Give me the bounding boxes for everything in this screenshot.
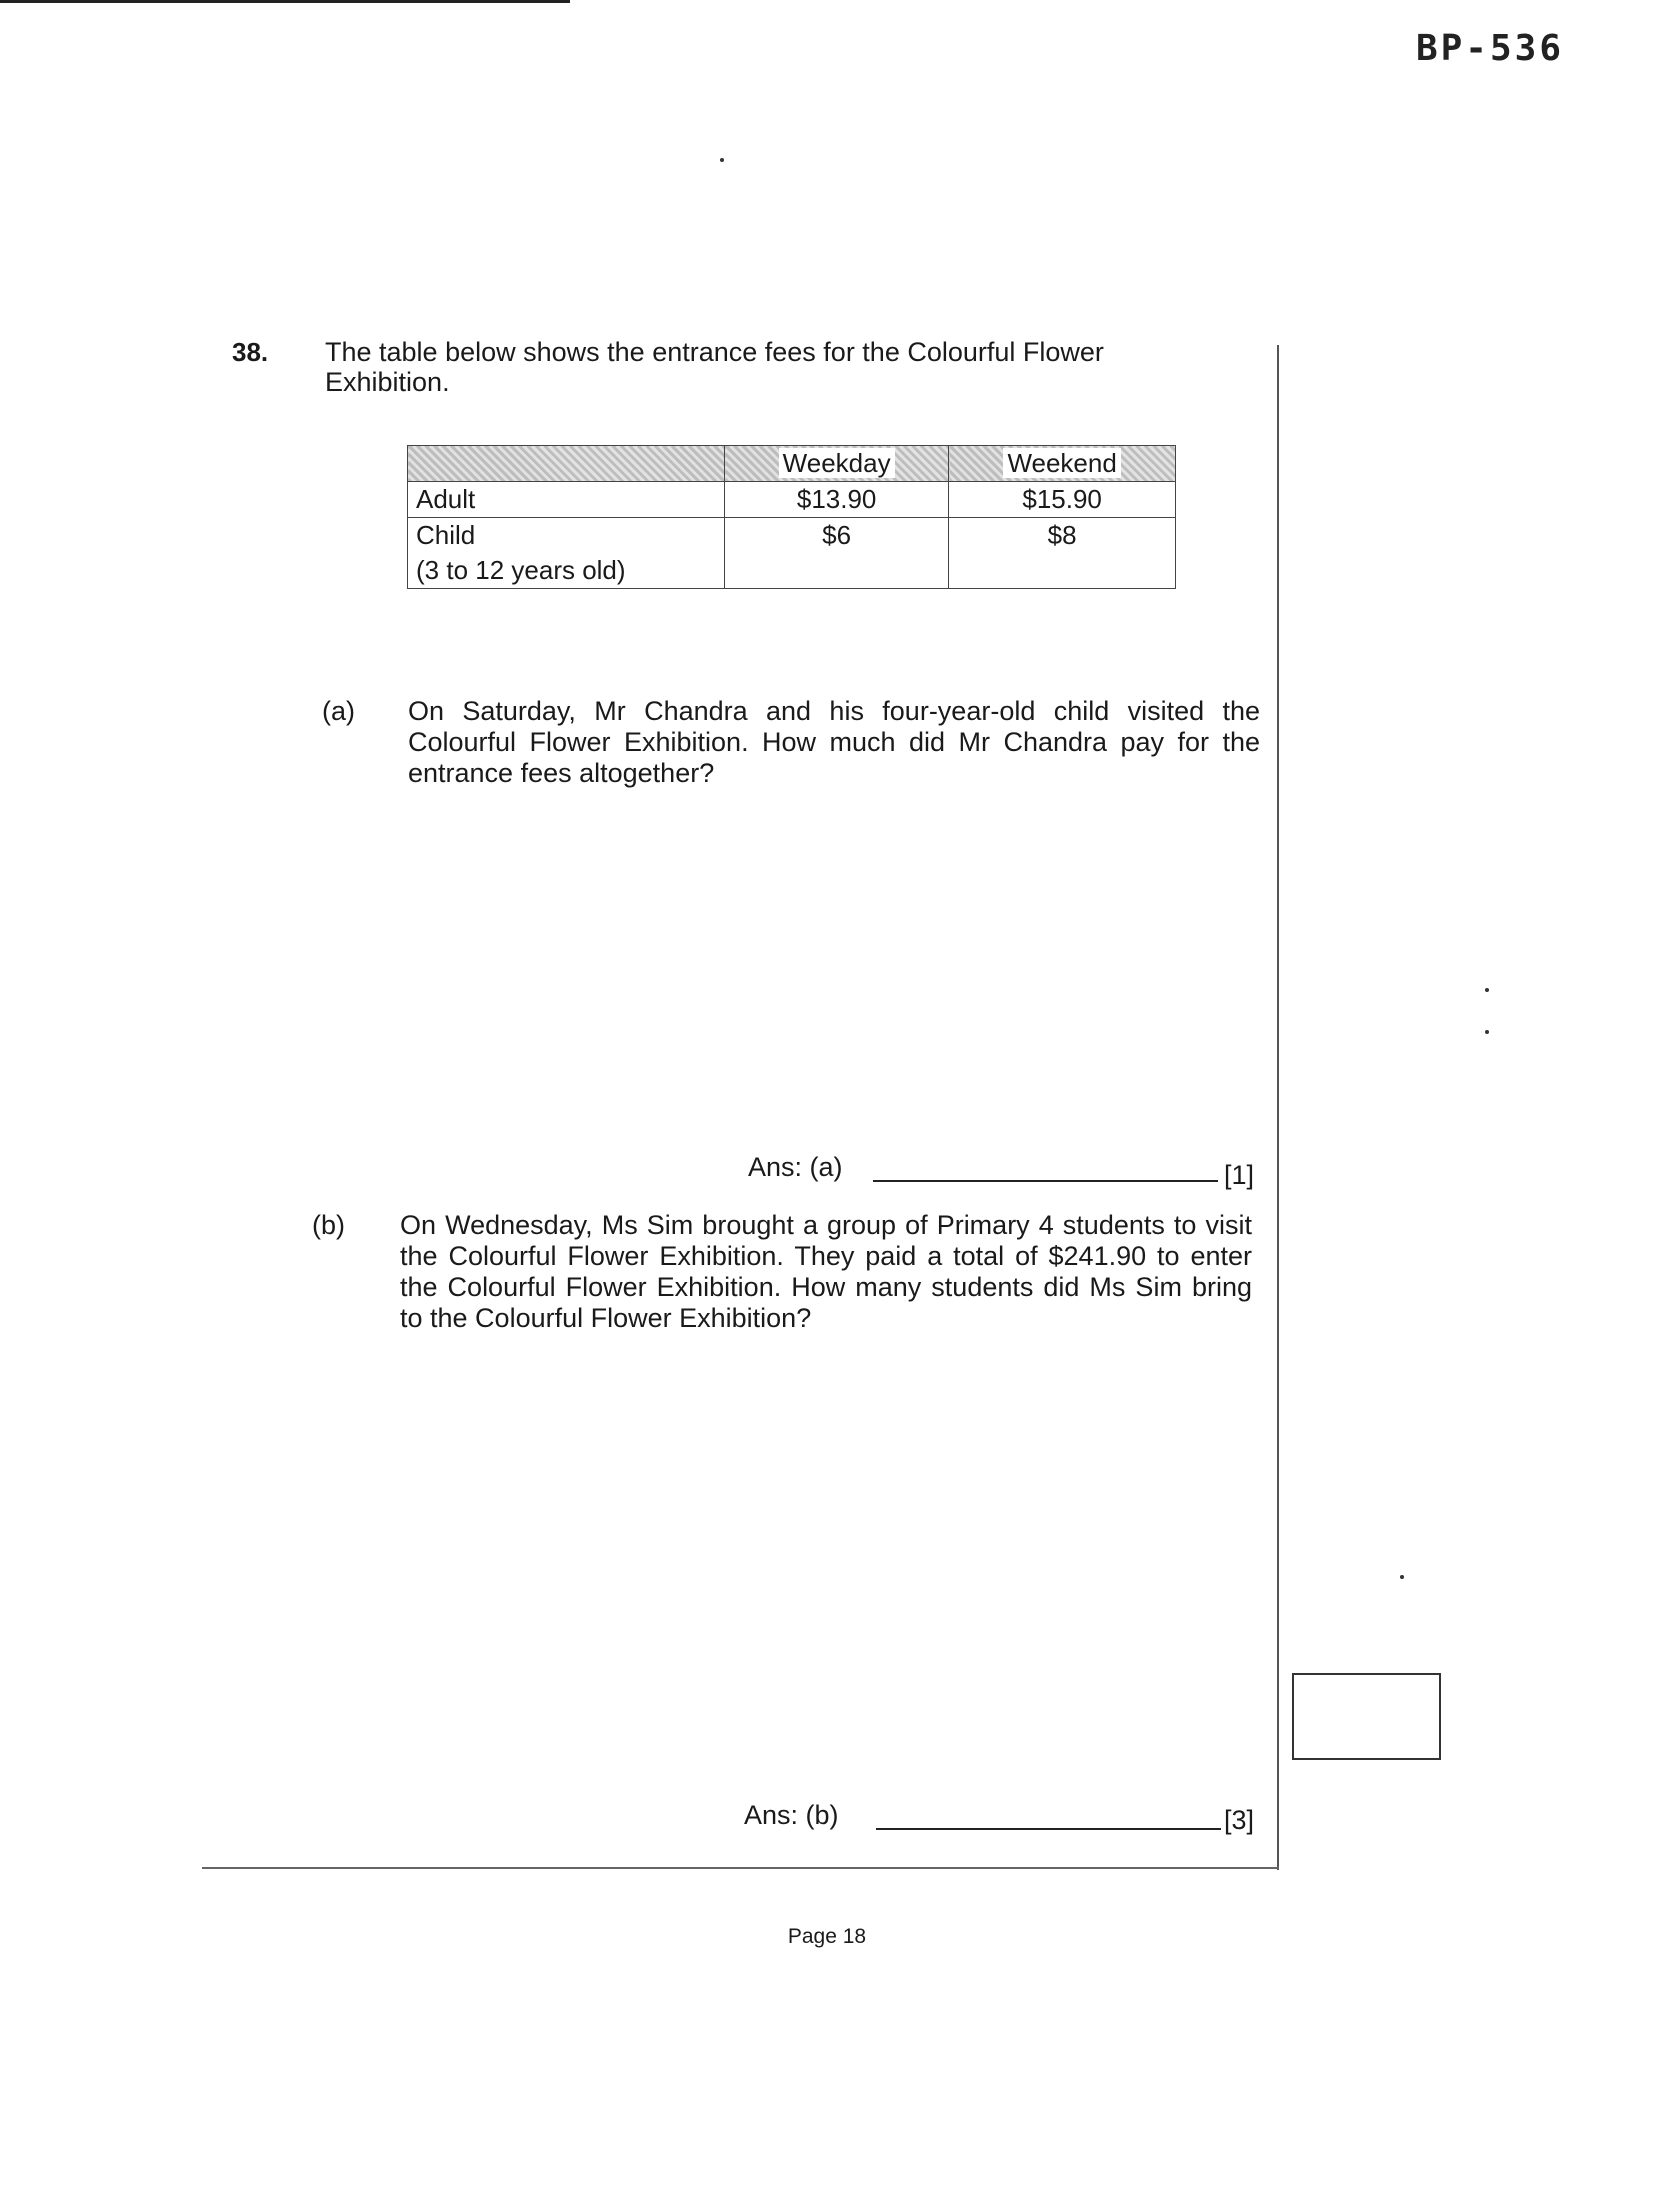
answer-a-label: Ans: (a)	[748, 1152, 843, 1182]
row-label-child	[408, 518, 725, 589]
row-label-child-text: Child	[416, 520, 476, 550]
top-border-line	[0, 0, 570, 3]
table-corner-cell	[408, 446, 725, 482]
page-number: Page 18	[787, 1925, 867, 1948]
child-weekday-fee: $6	[725, 518, 949, 589]
row-label-adult: Adult	[408, 482, 725, 518]
marks-box	[1292, 1673, 1441, 1760]
row-label-child-age: (3 to 12 years old)	[416, 555, 626, 585]
part-a-label: (a)	[322, 696, 355, 726]
part-a-marks: [1]	[1224, 1160, 1255, 1190]
answer-b-blank[interactable]	[876, 1828, 1221, 1830]
entrance-fees-table	[407, 445, 1176, 589]
paper-code: BP-536	[1415, 28, 1564, 69]
column-header-weekday: Weekday	[725, 446, 949, 482]
adult-weekend-fee: $15.90	[949, 482, 1176, 518]
child-weekend-fee: $8	[949, 518, 1176, 589]
margin-rule	[1277, 345, 1279, 1870]
question-number: 38.	[232, 337, 269, 367]
bottom-rule	[202, 1867, 1279, 1869]
part-a-text: On Saturday, Mr Chandra and his four-year-old child visited the Colourful Flower Exhibition. How much did Mr Chandra pay for the entrance fees altogether?	[408, 696, 1260, 788]
table-row	[408, 482, 1176, 518]
question-intro: The table below shows the entrance fees for the Colourful Flower Exhibition.	[325, 337, 1104, 397]
column-header-weekend: Weekend	[949, 446, 1176, 482]
part-b-text: On Wednesday, Ms Sim brought a group of Primary 4 students to visit the Colourful Flower Exhibition. They paid a total of $241.90 to enter the Colourful Flower Exhibition. How many students did Ms Sim bring to the Colourful Flower Exhibition?	[400, 1210, 1252, 1333]
scan-speck	[1400, 1575, 1404, 1579]
answer-a-blank[interactable]	[873, 1180, 1218, 1182]
scan-speck	[720, 158, 724, 162]
answer-b-label: Ans: (b)	[744, 1800, 839, 1830]
scan-speck	[1485, 988, 1489, 992]
adult-weekday-fee: $13.90	[725, 482, 949, 518]
table-row	[408, 518, 1176, 589]
table-header-row	[408, 446, 1176, 482]
part-b-marks: [3]	[1224, 1805, 1255, 1835]
part-b-label: (b)	[312, 1210, 345, 1240]
scan-speck	[1485, 1030, 1489, 1034]
